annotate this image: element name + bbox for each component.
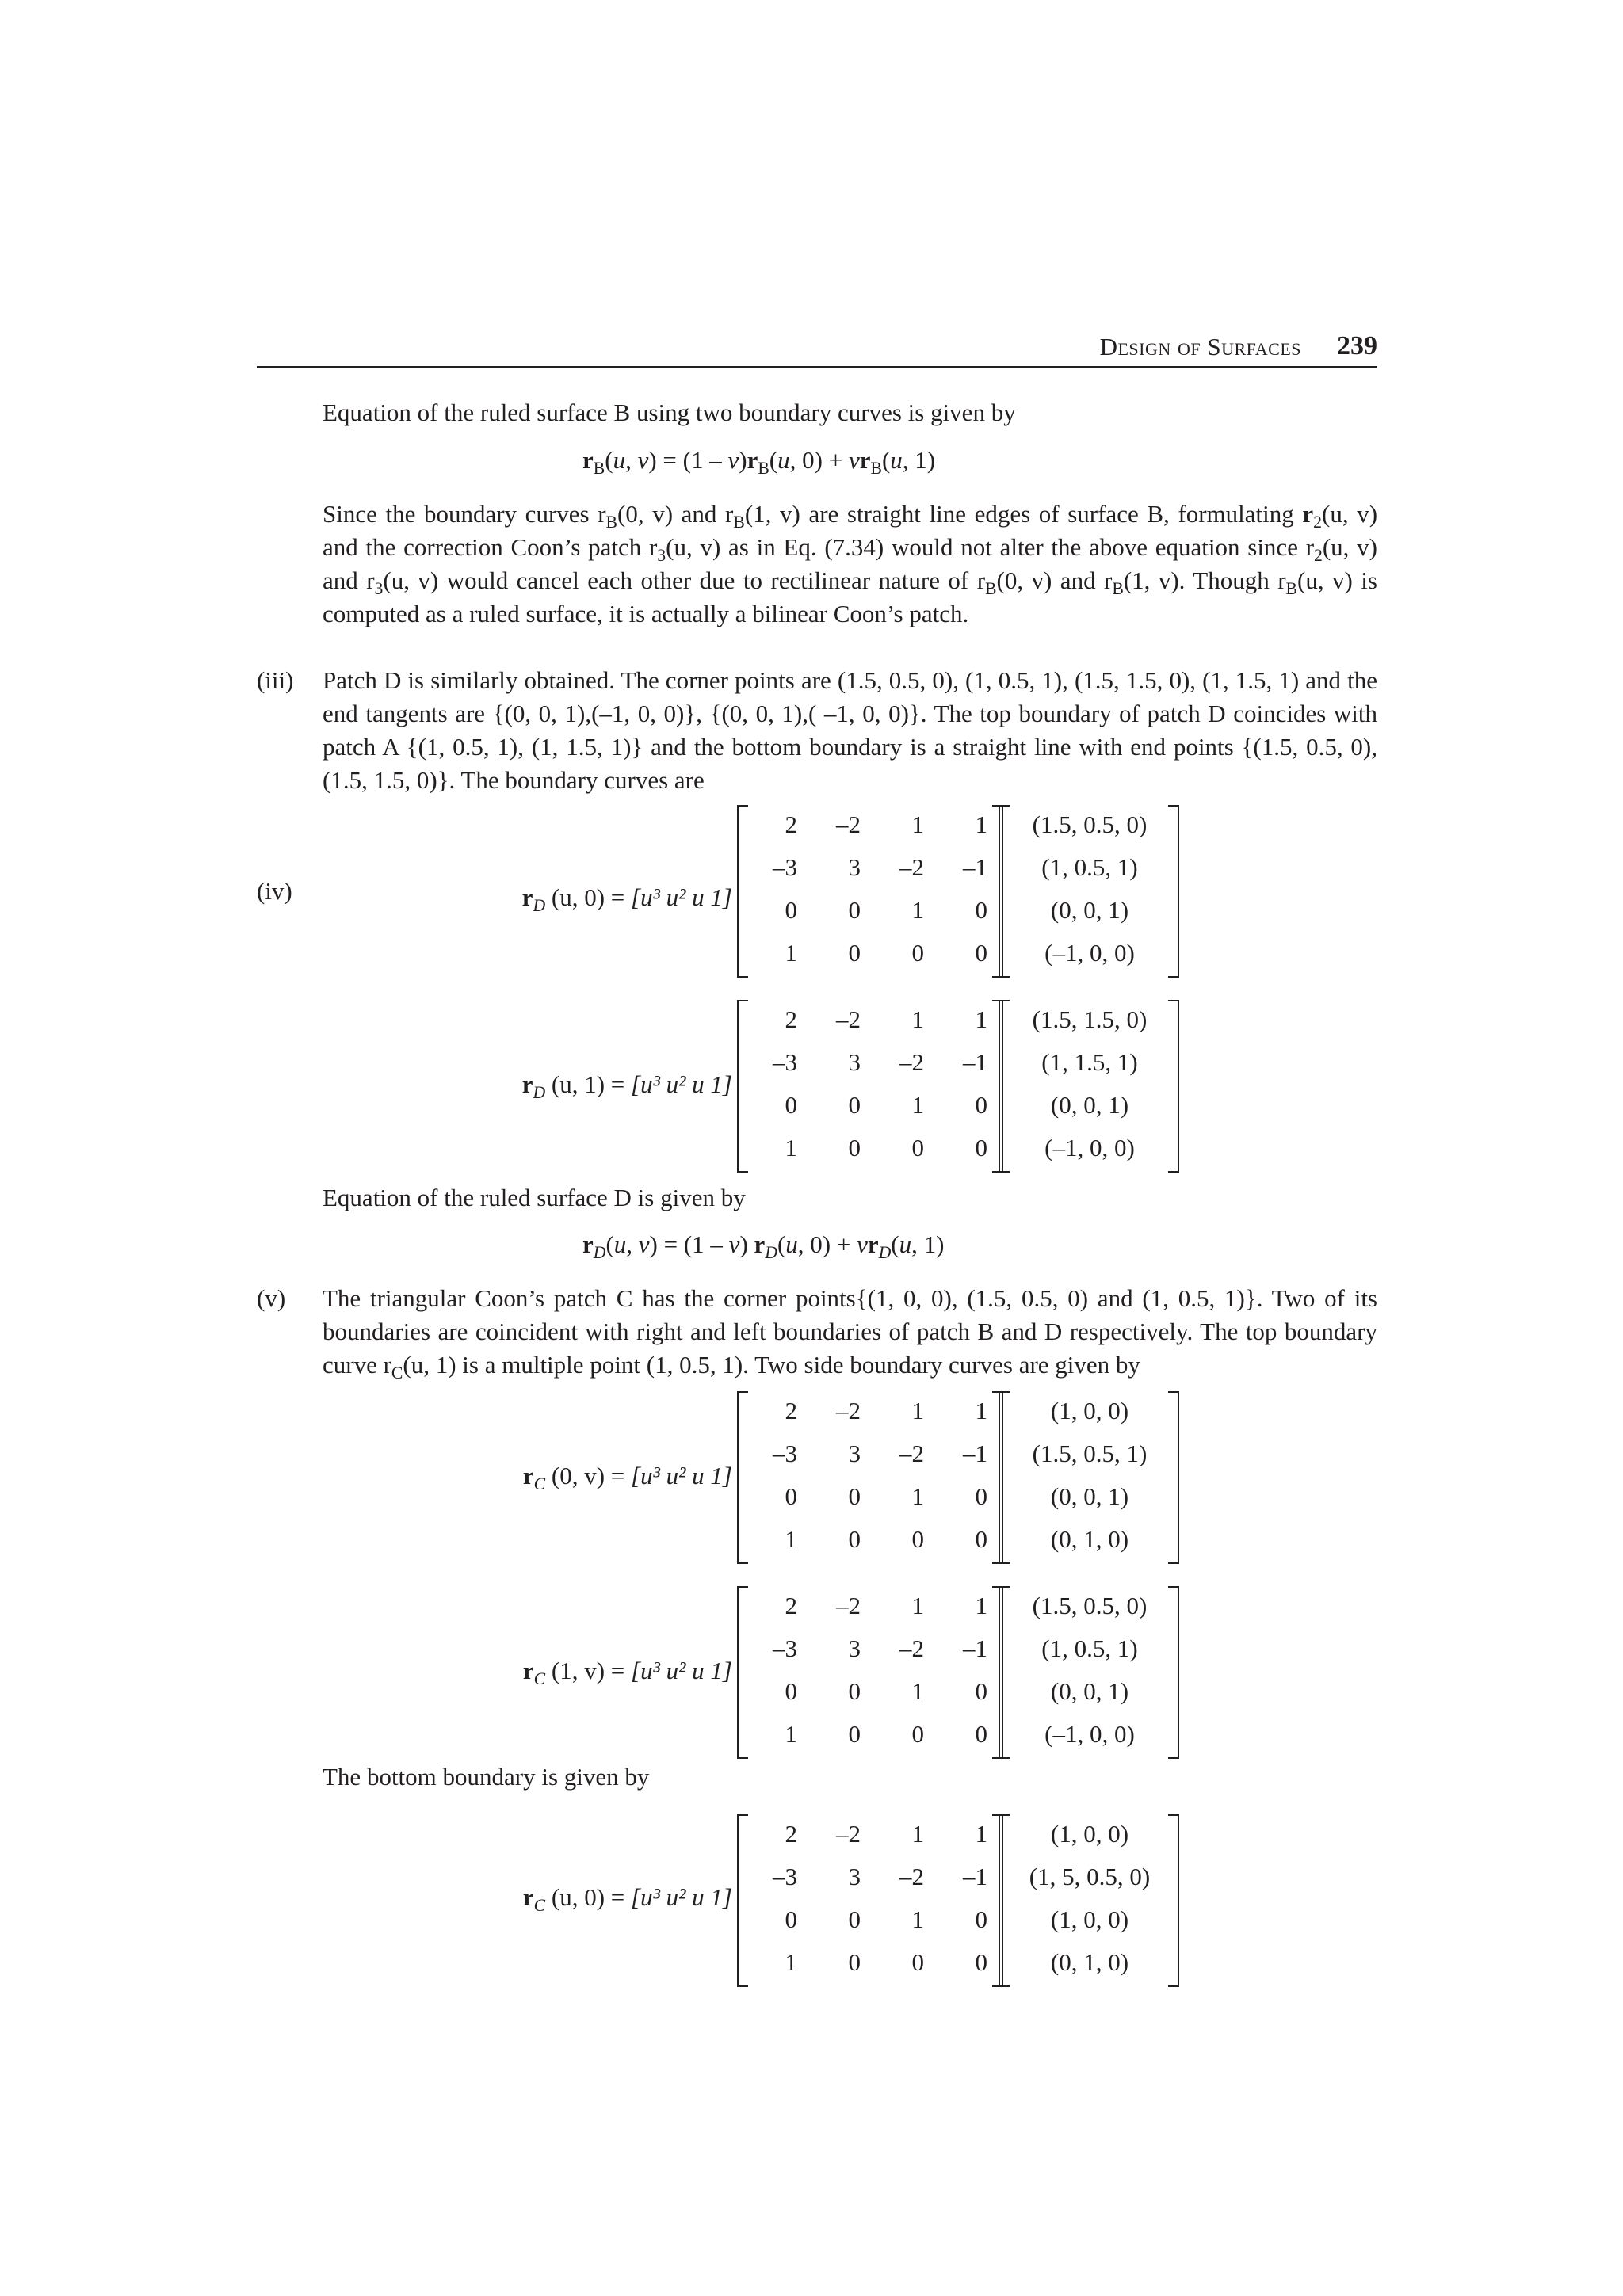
matrix-cell: 1 (911, 896, 924, 924)
vector-cell: (–1, 0, 0) (1044, 1720, 1135, 1748)
matrix-cell: 0 (848, 1677, 861, 1705)
matrix-cell: –1 (963, 1863, 987, 1890)
vector-cell: (1, 0.5, 1) (1041, 853, 1138, 881)
matrix-cell: 0 (785, 1091, 797, 1119)
matrix-cell: 2 (785, 1005, 797, 1033)
matrix-cell: –1 (963, 1440, 987, 1467)
matrix-cell: –1 (963, 1048, 987, 1076)
matrix-cell: 1 (975, 810, 987, 838)
vector-cell: (1.5, 1.5, 0) (1032, 1005, 1148, 1033)
matrix-cell: 1 (911, 1820, 924, 1848)
matrix-cell: 1 (911, 1005, 924, 1033)
matrix-cell: 0 (848, 1134, 861, 1161)
matrix-cell: 0 (848, 1482, 861, 1510)
matrix-cell: –3 (773, 1634, 797, 1662)
matrix-cell: –2 (899, 1048, 924, 1076)
hermite-matrix-rD-u1 (737, 1000, 1002, 1173)
matrix-cell: 0 (848, 896, 861, 924)
matrix-cell: 1 (785, 1134, 797, 1161)
matrix-cell: 1 (785, 1720, 797, 1748)
vector-cell: (1, 0.5, 1) (1041, 1634, 1138, 1662)
matrix-cell: 0 (848, 1525, 861, 1553)
matrix-cell: 0 (848, 1948, 861, 1976)
paragraph-patch-D: Patch D is similarly obtained. The corner points are (1.5, 0.5, 0), (1, 0.5, 1), (1.5, 1.5, 0), (1, 1.5, 1) and the end tangents are {(0, 0, 1),(–1, 0, 0)}, {(0, 0, 1),( –1, 0, 0)}. The top boundary of patch D coincides with patch A {(1, 0.5, 1), (1, 1.5, 1)} and the bottom boundary is a straight line with end points {(1.5, 0.5, 0), (1.5, 1.5, 0)}. The boundary curves are (323, 666, 1377, 794)
matrix-cell: 2 (785, 810, 797, 838)
matrix-cell: 0 (848, 939, 861, 967)
vector-cell: (0, 0, 1) (1050, 1482, 1129, 1510)
matrix-cell: 3 (848, 1048, 861, 1076)
paragraph-patch-C: The triangular Coon’s patch C has the corner points{(1, 0, 0), (1.5, 0.5, 0) and (1, 0.5, 1)}. Two of its boundaries are coincident with right and left boundaries of patch B and D respectively. The top boundary curve $r_C(u$, 1) is a multiple point (1, 0.5, 1). Two side boundary curves are given by (323, 1284, 1377, 1383)
matrix-cell: 0 (975, 1091, 987, 1119)
intro-bottom-boundary: The bottom boundary is given by (323, 1763, 650, 1791)
vector-rC-1v (999, 1586, 1178, 1759)
matrix-cell: 0 (848, 1905, 861, 1933)
vector-cell: (1.5, 0.5, 0) (1032, 1592, 1148, 1619)
matrix-cell: 0 (975, 1134, 987, 1161)
matrix-cell: 0 (975, 1525, 987, 1553)
matrix-cell: 1 (785, 1525, 797, 1553)
vector-cell: (1, 1.5, 1) (1041, 1048, 1138, 1076)
matrix-cell: –2 (836, 1397, 861, 1425)
matrix-cell: 1 (975, 1592, 987, 1619)
matrix-cell: 3 (848, 1440, 861, 1467)
vector-rD-u1 (999, 1000, 1178, 1173)
matrix-cell: –2 (899, 1440, 924, 1467)
vector-cell: (0, 1, 0) (1050, 1948, 1129, 1976)
paragraph-patch-B: Since the boundary curves $r_B(0$, v) and $r_B(1$, v) are straight line edges of surface B, formulating $r_2(u$, v) and the correction Coon’s patch $r_3(u$, v) as in Eq. (7.34) would not alter the above equation since $r_2(u$, v) and $r_3(u$, v) would cancel each other due to rectilinear nature of $r_B(0$, v) and $r_B(1$, v). Though $r_B(u$, v) is computed as a ruled surface, it is actually a bilinear Coon’s patch. (323, 500, 1378, 627)
vector-cell: (0, 1, 0) (1050, 1525, 1129, 1553)
matrix-cell: –3 (773, 1863, 797, 1890)
matrix-cell: 1 (975, 1397, 987, 1425)
matrix-cell: 1 (911, 1905, 924, 1933)
item-label-iv: (iv) (257, 877, 292, 905)
matrix-cell: 2 (785, 1592, 797, 1619)
matrix-cell: 0 (975, 1720, 987, 1748)
matrix-cell: –1 (963, 1634, 987, 1662)
vector-cell: (0, 0, 1) (1050, 896, 1129, 924)
matrix-cell: –1 (963, 853, 987, 881)
matrix-cell: 1 (975, 1005, 987, 1033)
matrix-cell: 0 (911, 1948, 924, 1976)
vector-cell: (1, 0, 0) (1050, 1905, 1129, 1933)
matrix-cell: 0 (848, 1720, 861, 1748)
equation-lhs-rC-1v: $r_C$ (1, v) = [u³ u² u 1] (522, 1657, 732, 1689)
matrix-cell: 0 (911, 1525, 924, 1553)
matrix-cell: –3 (773, 853, 797, 881)
equation-lhs-rD-u1: $r_D$ (u, 1) = [u³ u² u 1] (521, 1070, 732, 1103)
matrix-cell: –3 (773, 1048, 797, 1076)
vector-cell: (1.5, 0.5, 1) (1032, 1440, 1148, 1467)
vector-cell: (0, 0, 1) (1050, 1091, 1129, 1119)
matrix-cell: –2 (836, 810, 861, 838)
matrix-cell: 1 (911, 1397, 924, 1425)
matrix-cell: 0 (785, 1677, 797, 1705)
matrix-cell: 1 (785, 1948, 797, 1976)
matrix-cell: 0 (911, 1720, 924, 1748)
equation-ruled-D: $r_D(u$, v) = (1 – v) $r_D(u$, $0) + vr_D(u$, 1) (582, 1230, 945, 1263)
matrix-cell: 3 (848, 853, 861, 881)
matrix-cell: –2 (899, 1634, 924, 1662)
matrix-cell: 0 (975, 1948, 987, 1976)
intro-ruled-surface-D: Equation of the ruled surface D is given by (323, 1184, 746, 1211)
matrix-cell: 0 (975, 1677, 987, 1705)
matrix-cell: 1 (785, 939, 797, 967)
vector-cell: (1, 0, 0) (1050, 1397, 1129, 1425)
hermite-matrix-rC-1v (737, 1586, 1002, 1759)
matrix-cell: 0 (848, 1091, 861, 1119)
running-title: Design of Surfaces (1099, 333, 1301, 360)
matrix-cell: 1 (911, 1592, 924, 1619)
matrix-cell: –2 (899, 1863, 924, 1890)
matrix-cell: 0 (785, 1905, 797, 1933)
matrix-cell: –2 (836, 1820, 861, 1848)
matrix-cell: 0 (911, 939, 924, 967)
matrix-cell: 3 (848, 1863, 861, 1890)
matrix-cell: 0 (975, 1482, 987, 1510)
matrix-cell: 0 (975, 939, 987, 967)
matrix-cell: 2 (785, 1397, 797, 1425)
hermite-matrix-rC-0v (737, 1391, 1002, 1564)
vector-cell: (1.5, 0.5, 0) (1032, 810, 1148, 838)
hermite-matrix-rC-u0 (737, 1814, 1002, 1987)
hermite-matrix-rD-u0 (737, 805, 1002, 978)
page-number: 239 (1337, 331, 1377, 360)
matrix-cell: 0 (975, 1905, 987, 1933)
matrix-cell: 0 (785, 896, 797, 924)
item-label-iii: (iii) (257, 666, 294, 694)
matrix-cell: 2 (785, 1820, 797, 1848)
matrix-cell: 1 (911, 810, 924, 838)
matrix-cell: 1 (911, 1482, 924, 1510)
equation-lhs-rC-u0: $r_C$ (u, 0) = [u³ u² u 1] (522, 1883, 732, 1916)
vector-cell: (–1, 0, 0) (1044, 1134, 1135, 1161)
item-label-v: (v) (257, 1284, 286, 1312)
page-header (257, 333, 1377, 368)
equation-lhs-rD-u0: $r_D$ (u, 0) = [u³ u² u 1] (521, 883, 732, 916)
matrix-cell: 1 (975, 1820, 987, 1848)
vector-rC-u0 (999, 1814, 1178, 1987)
matrix-cell: 0 (911, 1134, 924, 1161)
vector-cell: (–1, 0, 0) (1044, 939, 1135, 967)
vector-cell: (1, 0, 0) (1050, 1820, 1129, 1848)
vector-rD-u0 (999, 805, 1178, 978)
matrix-cell: 0 (785, 1482, 797, 1510)
equation-ruled-B: $r_B(u$, $v) = (1 - v)r_B(u$, $0) + vr_B(u$, 1) (582, 446, 936, 479)
equation-lhs-rC-0v: $r_C$ (0, v) = [u³ u² u 1] (522, 1462, 732, 1494)
intro-ruled-surface-B: Equation of the ruled surface B using two boundary curves is given by (323, 399, 1016, 426)
matrix-cell: 1 (911, 1091, 924, 1119)
matrix-cell: –3 (773, 1440, 797, 1467)
vector-cell: (0, 0, 1) (1050, 1677, 1129, 1705)
vector-rC-0v (999, 1391, 1178, 1564)
matrix-cell: –2 (836, 1005, 861, 1033)
matrix-cell: 3 (848, 1634, 861, 1662)
matrix-cell: –2 (899, 853, 924, 881)
matrix-cell: –2 (836, 1592, 861, 1619)
matrix-cell: 0 (975, 896, 987, 924)
matrix-cell: 1 (911, 1677, 924, 1705)
vector-cell: (1, 5, 0.5, 0) (1029, 1863, 1151, 1890)
